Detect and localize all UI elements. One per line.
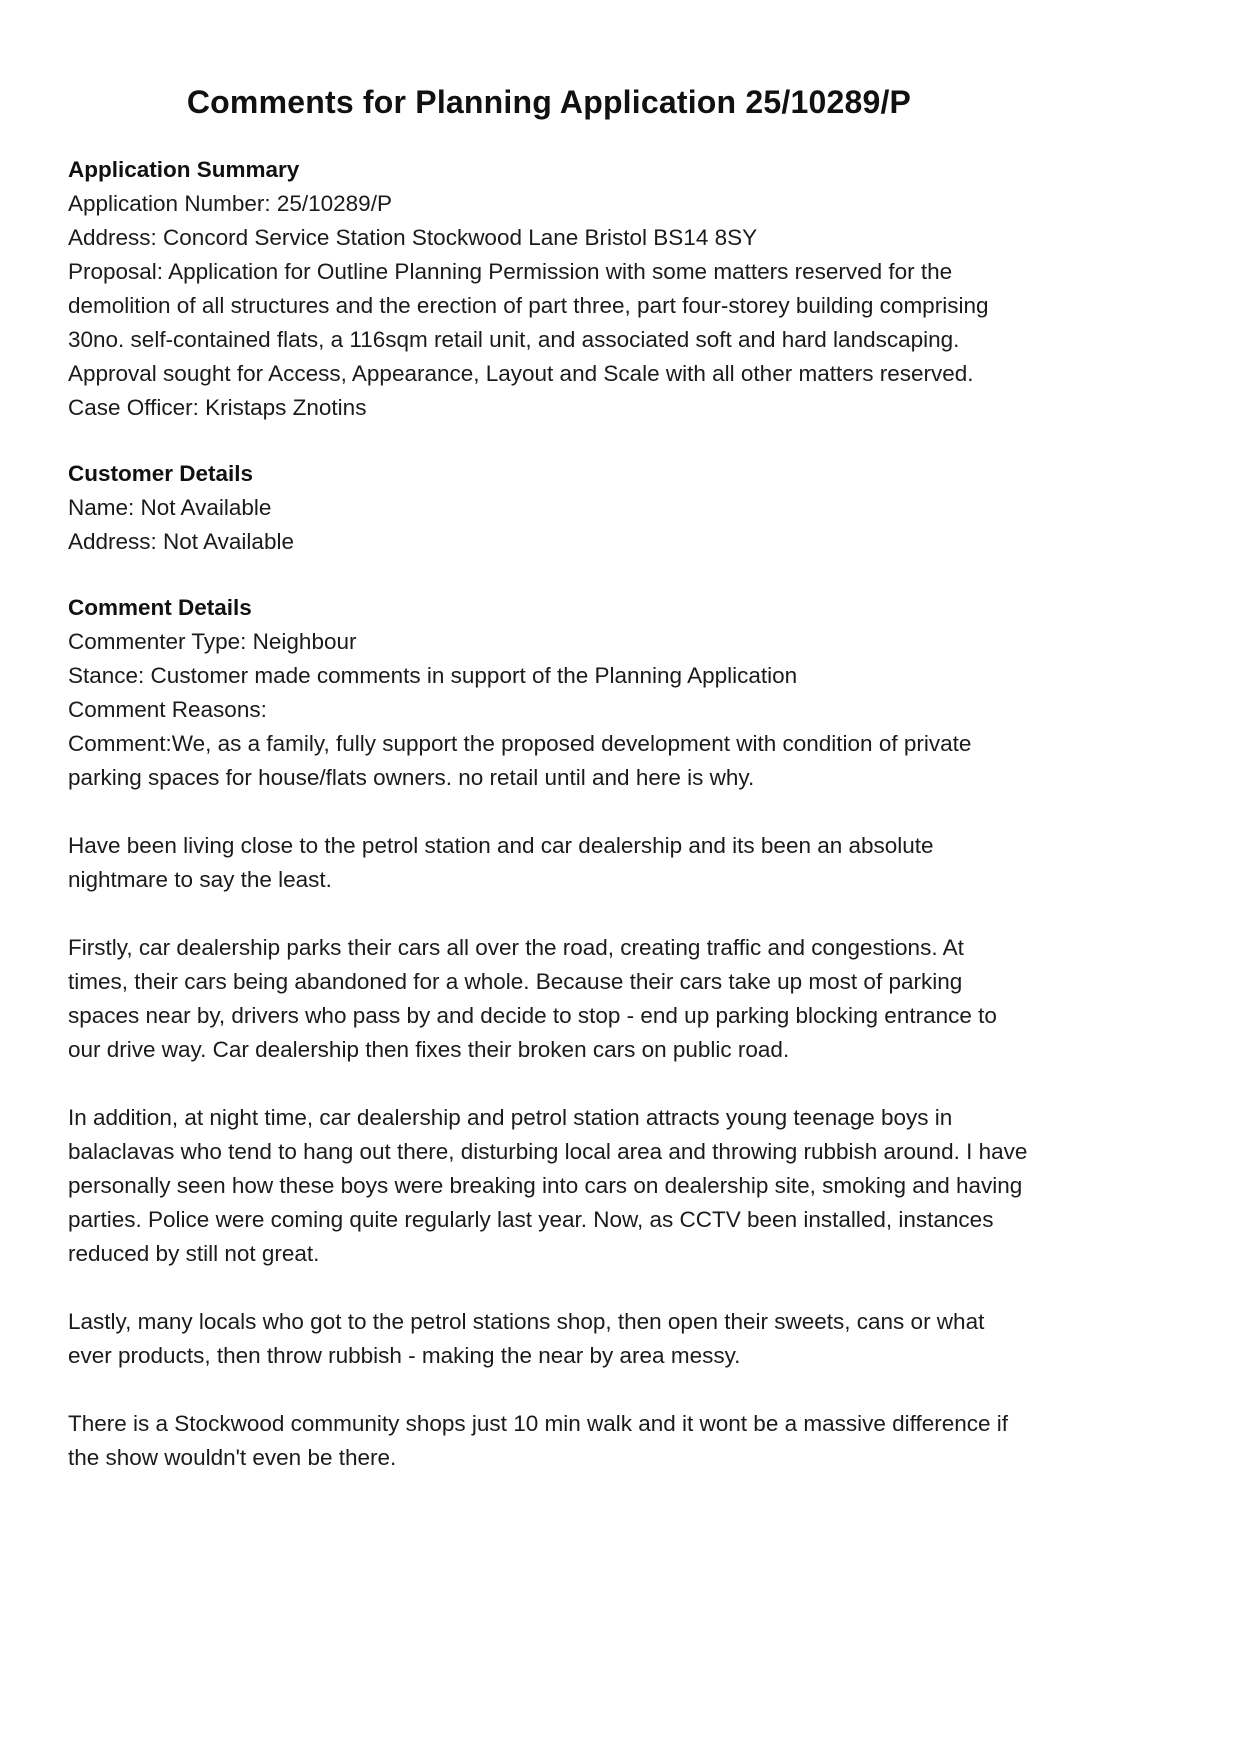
customer-details-section — [68, 457, 1030, 559]
case-officer-line: Case Officer: Kristaps Znotins — [68, 395, 367, 420]
document-title: Comments for Planning Application 25/10289/P — [186, 84, 912, 120]
application-address-line: Address: Concord Service Station Stockwood Lane Bristol BS14 8SY — [68, 225, 758, 250]
comment-paragraph: In addition, at night time, car dealership and petrol station attracts young teenage boys in balaclavas who tend to hang out there, disturbing local area and throwing rubbish around. I have personally seen how these boys were breaking into cars on dealership site, smoking and having parties. Police were coming quite regularly last year. Now, as CCTV been installed, instances reduced by still not great. — [68, 1105, 1028, 1266]
stance-line: Stance: Customer made comments in support of the Planning Application — [68, 663, 798, 688]
commenter-type-line: Commenter Type: Neighbour — [68, 629, 357, 654]
comment-details-section — [68, 591, 1030, 1475]
comment-paragraph: Lastly, many locals who got to the petrol stations shop, then open their sweets, cans or what ever products, then throw rubbish - making the near by area messy. — [68, 1309, 985, 1368]
customer-details-heading: Customer Details — [68, 461, 254, 486]
comment-reasons-line: Comment Reasons: — [68, 697, 267, 722]
customer-name-line: Name: Not Available — [68, 495, 272, 520]
comment-details-heading: Comment Details — [68, 595, 252, 620]
application-summary-heading: Application Summary — [68, 157, 300, 182]
comment-paragraph: There is a Stockwood community shops just 10 min walk and it wont be a massive difference if the show wouldn't even be there. — [68, 1411, 1009, 1470]
application-summary-section — [68, 153, 1030, 425]
application-proposal-line: Proposal: Application for Outline Planning Permission with some matters reserved for the demolition of all structures and the erection of part three, part four-storey building comprising 30no. self-contained flats, a 116sqm retail unit, and associated soft and hard landscaping. Approval sought for Access, Appearance, Layout and Scale with all other matters reserved. — [68, 259, 989, 386]
application-number-line: Application Number: 25/10289/P — [68, 191, 392, 216]
customer-address-line: Address: Not Available — [68, 529, 294, 554]
comment-intro-line: Comment:We, as a family, fully support the proposed development with condition of private parking spaces for house/flats owners. no retail until and here is why. — [68, 731, 972, 790]
comment-paragraph: Firstly, car dealership parks their cars all over the road, creating traffic and congestions. At times, their cars being abandoned for a whole. Because their cars take up most of parking spaces near by, drivers who pass by and decide to stop - end up parking blocking entrance to our drive way. Car dealership then fixes their broken cars on public road. — [68, 935, 997, 1062]
comment-paragraph: Have been living close to the petrol station and car dealership and its been an absolute nightmare to say the least. — [68, 833, 934, 892]
